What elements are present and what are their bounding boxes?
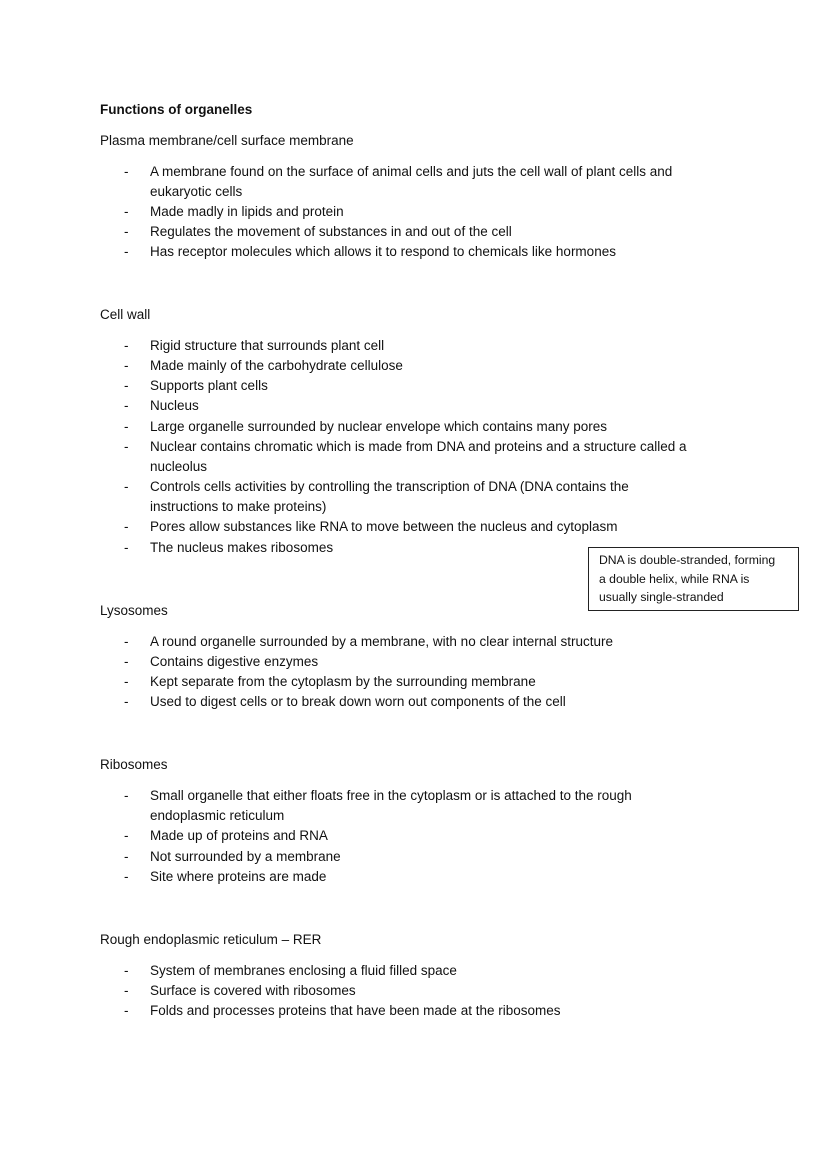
section-heading-ribosomes: Ribosomes bbox=[100, 757, 168, 772]
dna-rna-note-box bbox=[588, 547, 799, 611]
note-line: DNA is double-stranded, forming bbox=[599, 553, 776, 567]
note-line: usually single-stranded bbox=[599, 590, 724, 604]
document-title: Functions of organelles bbox=[100, 102, 253, 117]
note-line: a double helix, while RNA is bbox=[599, 571, 750, 586]
section-heading-plasma-membrane: Plasma membrane/cell surface membrane bbox=[100, 133, 354, 148]
section-heading-lysosomes: Lysosomes bbox=[100, 603, 168, 618]
section-heading-cell-wall: Cell wall bbox=[100, 307, 151, 322]
section-heading-rough-er: Rough endoplasmic reticulum – RER bbox=[100, 932, 322, 947]
